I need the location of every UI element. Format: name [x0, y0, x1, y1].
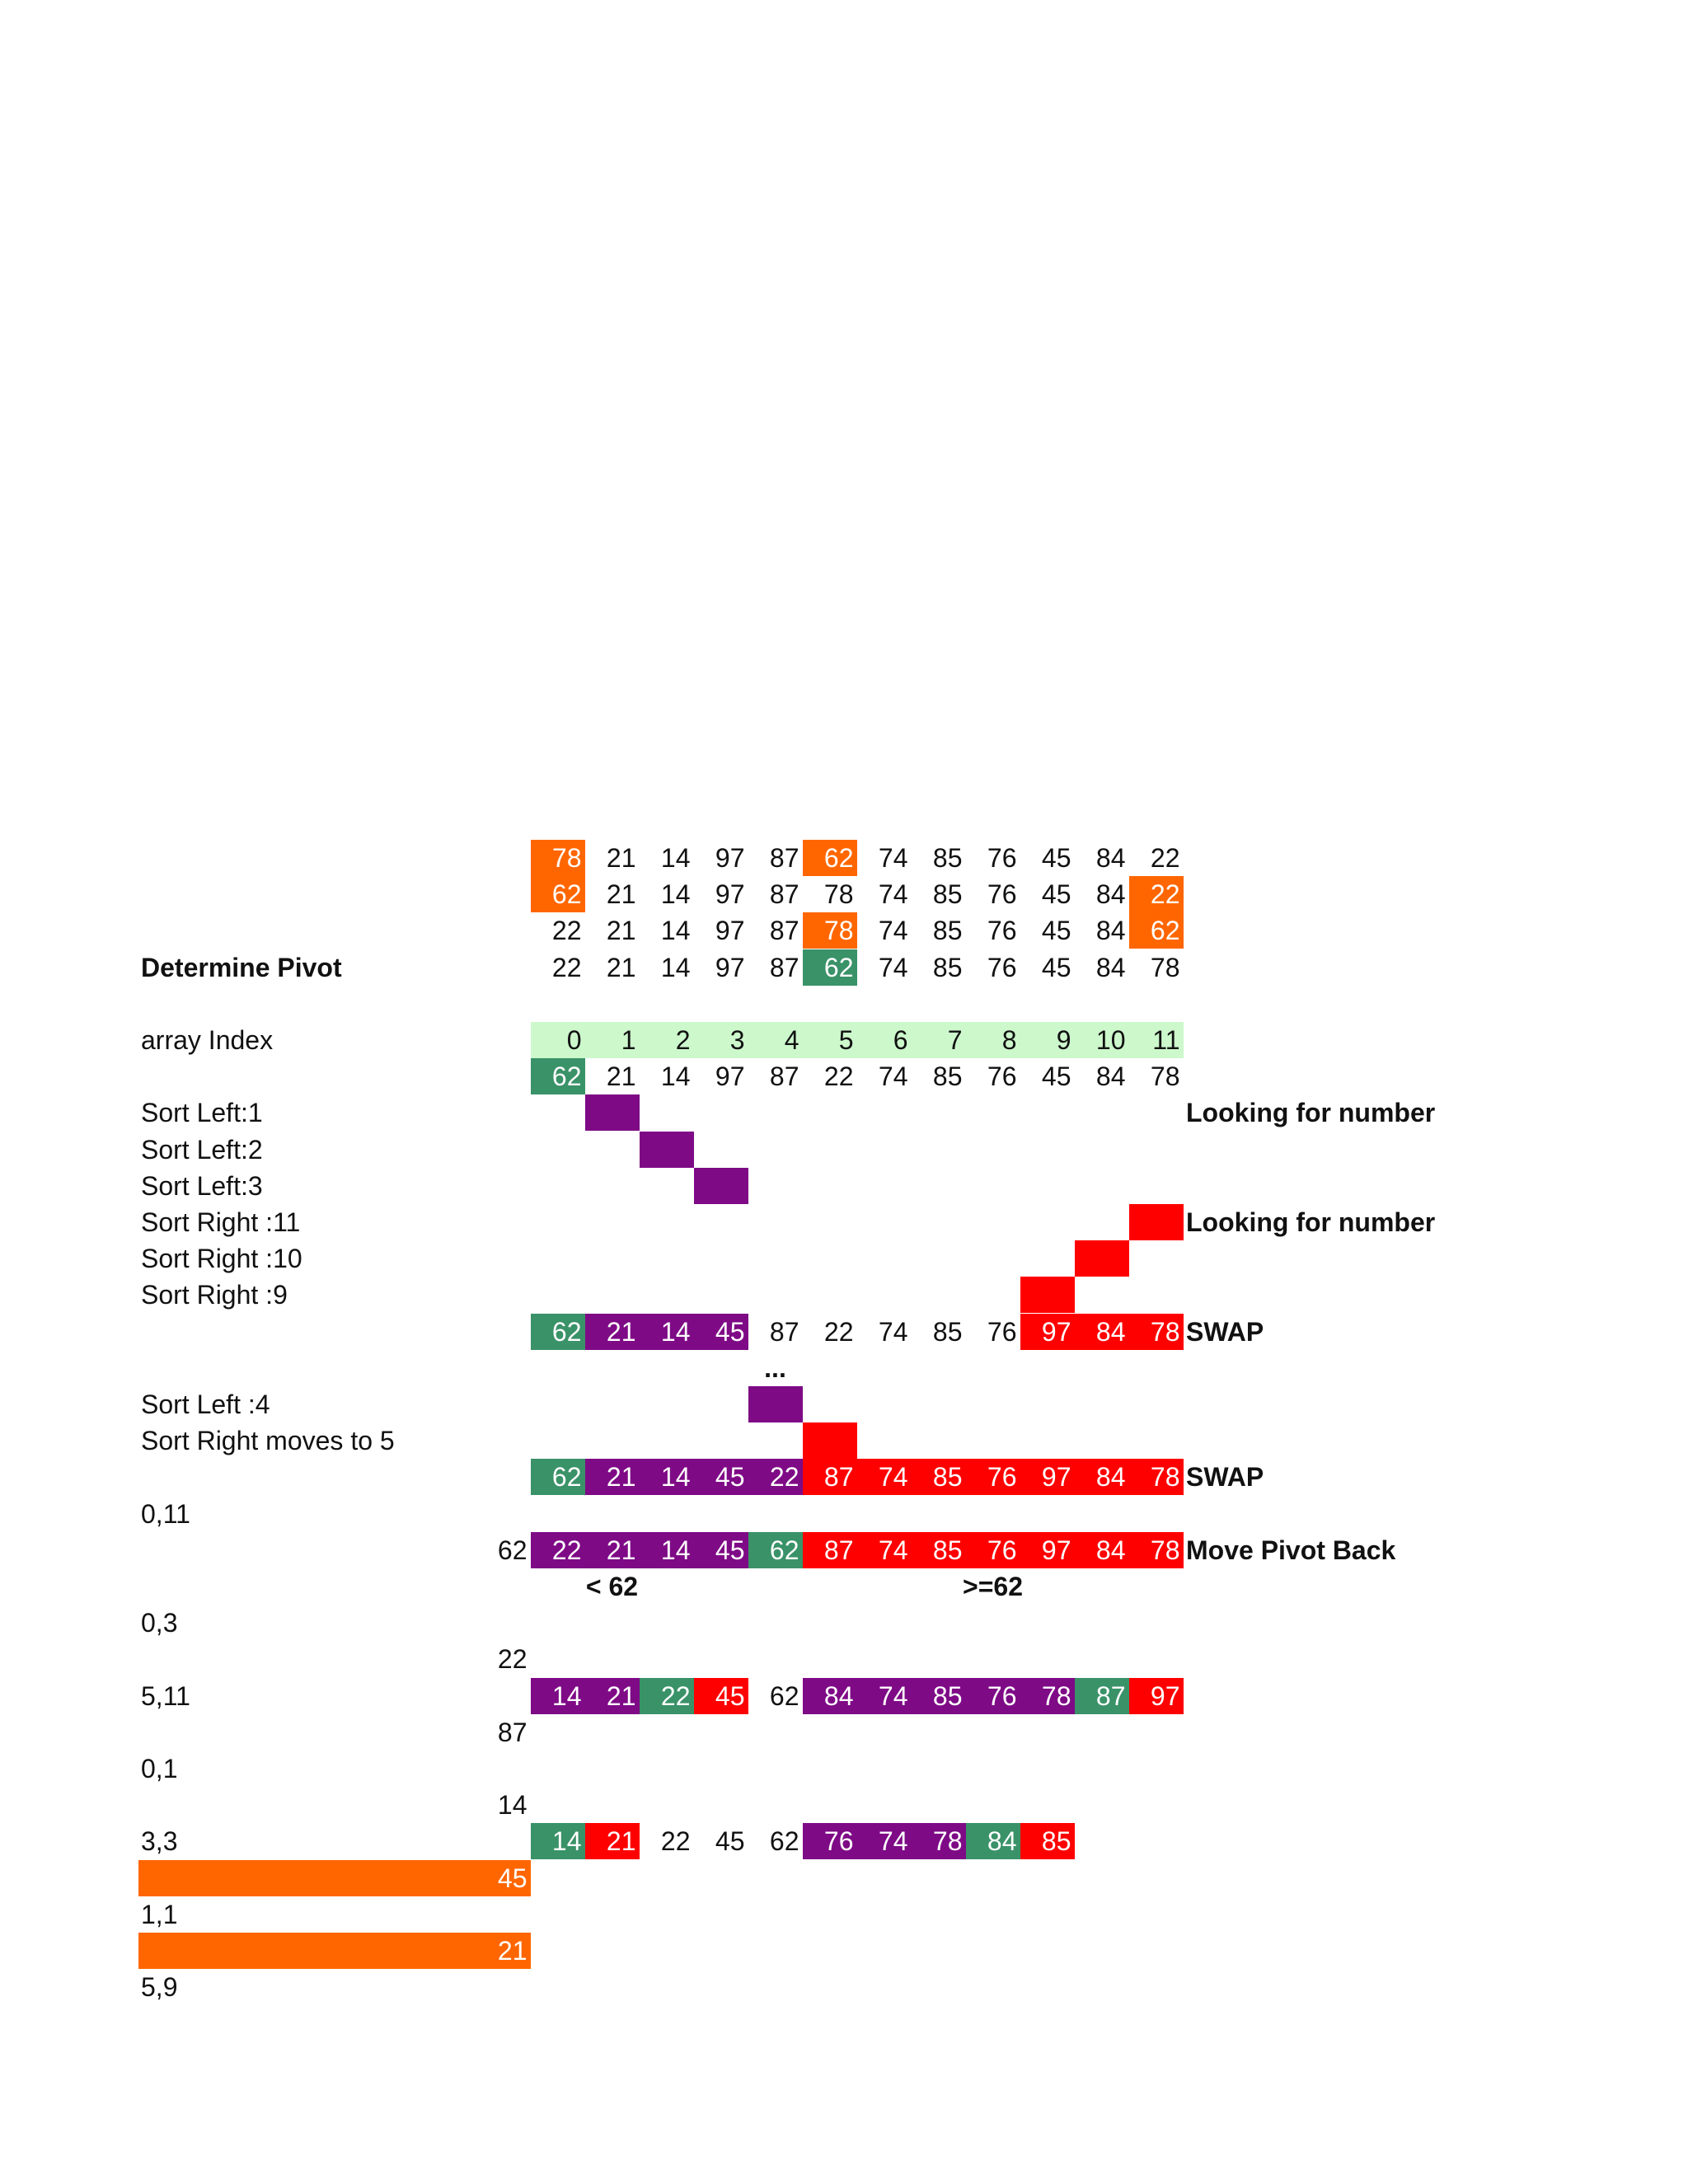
array-cell: 97	[715, 1062, 745, 1092]
step-note: Looking for number	[1186, 1098, 1436, 1128]
array-cell: 87	[803, 1532, 857, 1568]
array-cell: 76	[966, 1532, 1020, 1568]
array-cell: 22	[823, 1316, 854, 1347]
row-label: 5,9	[141, 1972, 178, 2003]
array-cell: 97	[715, 843, 745, 873]
row-label: 5,11	[141, 1680, 190, 1711]
array-cell: 14	[531, 1678, 585, 1714]
array-cell: 74	[857, 1678, 912, 1714]
array-cell: 97	[715, 916, 745, 946]
array-cell: 62	[531, 1058, 585, 1094]
row-label: Sort Right :9	[141, 1280, 288, 1310]
array-cell: 45	[694, 1314, 748, 1350]
row-label: 1,1	[141, 1899, 178, 1929]
row-label: 3,3	[141, 1826, 178, 1857]
side-value: 62	[497, 1535, 528, 1565]
array-cell: 87	[803, 1459, 857, 1495]
array-cell: 78	[1150, 952, 1180, 982]
array-cell: 62	[769, 1680, 799, 1711]
array-cell: 78	[823, 879, 854, 910]
array-cell: 85	[932, 916, 963, 946]
array-cell: 14	[531, 1823, 585, 1859]
array-cell: 21	[606, 1062, 636, 1092]
array-cell: 21	[585, 1459, 640, 1495]
array-cell: 74	[878, 1062, 908, 1092]
array-cell: 14	[640, 1459, 694, 1495]
array-cell: 85	[932, 879, 963, 910]
array-cell: 87	[769, 843, 799, 873]
array-cell: 87	[769, 952, 799, 982]
array-cell: 14	[660, 916, 691, 946]
array-cell: 78	[1129, 1532, 1184, 1568]
array-cell: 4	[748, 1022, 803, 1058]
array-cell: 85	[932, 952, 963, 982]
array-cell: 14	[640, 1532, 694, 1568]
array-cell: 14	[660, 843, 691, 873]
array-cell: 76	[987, 916, 1017, 946]
array-cell: 78	[803, 912, 857, 949]
row-label: 0,3	[141, 1608, 178, 1638]
array-cell: 21	[606, 879, 636, 910]
array-cell: 84	[1095, 879, 1126, 910]
row-label: Sort Left:2	[141, 1134, 263, 1165]
array-cell: 84	[1075, 1532, 1129, 1568]
row-label: Sort Left :4	[141, 1390, 270, 1419]
array-cell: 22	[1129, 876, 1184, 912]
array-cell: 78	[531, 840, 585, 876]
partition-label: ...	[764, 1352, 786, 1383]
array-cell: 62	[531, 1459, 585, 1495]
array-cell: 76	[966, 1678, 1020, 1714]
step-note: SWAP	[1186, 1462, 1264, 1493]
array-cell: 22	[551, 916, 582, 946]
row-label: 0,1	[141, 1754, 178, 1783]
array-cell: 14	[640, 1314, 694, 1350]
array-cell: 45	[1041, 843, 1071, 873]
array-cell: 3	[694, 1022, 748, 1058]
array-cell: 22	[660, 1826, 691, 1857]
array-cell: 14	[660, 1062, 691, 1092]
array-cell: 74	[857, 1532, 912, 1568]
array-cell: 85	[932, 1316, 963, 1347]
array-cell: 97	[1020, 1532, 1075, 1568]
array-cell	[748, 1386, 803, 1422]
array-cell: 45	[1041, 952, 1071, 982]
array-cell: 74	[878, 843, 908, 873]
array-cell: 84	[966, 1823, 1020, 1859]
array-cell: 76	[987, 879, 1017, 910]
array-cell: 76	[987, 843, 1017, 873]
array-cell: 45	[694, 1459, 748, 1495]
array-cell: 62	[803, 840, 857, 876]
array-cell: 22	[748, 1459, 803, 1495]
array-cell: 8	[966, 1022, 1020, 1058]
array-cell: 22	[1150, 843, 1180, 873]
array-cell: 85	[912, 1532, 966, 1568]
array-cell: 10	[1075, 1022, 1129, 1058]
array-cell: 45	[694, 1678, 748, 1714]
array-cell: 21	[606, 916, 636, 946]
array-cell: 0	[531, 1022, 585, 1058]
array-cell: 84	[1095, 843, 1126, 873]
row-label: Sort Left:1	[141, 1098, 263, 1128]
array-cell: 76	[987, 1062, 1017, 1092]
array-cell: 7	[912, 1022, 966, 1058]
array-cell	[585, 1094, 640, 1131]
array-cell: 6	[857, 1022, 912, 1058]
step-note: Looking for number	[1186, 1207, 1436, 1237]
row-label: array Index	[141, 1025, 274, 1055]
array-cell: 62	[531, 1314, 585, 1350]
row-label: Sort Right :11	[141, 1207, 301, 1237]
array-cell: 22	[823, 1062, 854, 1092]
array-cell: 87	[769, 916, 799, 946]
array-cell	[694, 1168, 748, 1204]
array-cell	[1129, 1204, 1184, 1240]
array-cell: 74	[857, 1459, 912, 1495]
side-value: 14	[497, 1790, 528, 1821]
array-cell: 45	[715, 1826, 745, 1857]
array-cell	[640, 1132, 694, 1168]
step-note: Move Pivot Back	[1186, 1535, 1396, 1565]
array-cell: 84	[1075, 1314, 1129, 1350]
array-cell: 21	[585, 1678, 640, 1714]
array-cell: 78	[1129, 1459, 1184, 1495]
array-cell: 11	[1129, 1022, 1184, 1058]
array-cell: 97	[1129, 1678, 1184, 1714]
array-cell: 85	[1020, 1823, 1075, 1859]
row-label: Sort Right :10	[141, 1244, 302, 1274]
array-cell: 84	[1095, 1062, 1126, 1092]
array-cell: 22	[640, 1678, 694, 1714]
side-value: 87	[497, 1717, 528, 1747]
array-cell: 21	[606, 843, 636, 873]
array-cell: 74	[878, 952, 908, 982]
array-cell: 78	[912, 1823, 966, 1859]
array-cell: 85	[932, 843, 963, 873]
array-cell: 22	[551, 952, 582, 982]
step-note: SWAP	[1186, 1316, 1264, 1347]
array-cell: 97	[715, 952, 745, 982]
partition-label: >=62	[963, 1572, 1023, 1601]
row-label: Determine Pivot	[141, 952, 342, 982]
array-cell: 21	[606, 952, 636, 982]
side-value: 22	[497, 1644, 528, 1675]
array-cell: 97	[715, 879, 745, 910]
array-cell: 76	[987, 952, 1017, 982]
array-cell: 62	[769, 1826, 799, 1857]
array-cell: 14	[660, 952, 691, 982]
array-cell: 84	[803, 1678, 857, 1714]
array-cell: 84	[1095, 952, 1126, 982]
array-cell: 87	[769, 1062, 799, 1092]
array-cell: 85	[932, 1062, 963, 1092]
array-cell: 62	[1129, 912, 1184, 949]
array-cell: 14	[660, 879, 691, 910]
array-cell: 76	[966, 1459, 1020, 1495]
array-cell: 5	[803, 1022, 857, 1058]
highlight-bar: 21	[138, 1933, 531, 1969]
partition-label: < 62	[585, 1572, 639, 1601]
array-cell: 84	[1075, 1459, 1129, 1495]
array-cell: 74	[878, 879, 908, 910]
array-cell: 74	[878, 1316, 908, 1347]
array-cell: 87	[769, 1316, 799, 1347]
array-cell: 9	[1020, 1022, 1075, 1058]
array-cell: 62	[748, 1532, 803, 1568]
array-cell	[1075, 1240, 1129, 1277]
array-cell: 84	[1095, 916, 1126, 946]
array-cell: 78	[1020, 1678, 1075, 1714]
array-cell: 76	[987, 1316, 1017, 1347]
array-cell: 21	[585, 1532, 640, 1568]
array-cell: 45	[1041, 879, 1071, 910]
array-cell: 78	[1129, 1314, 1184, 1350]
array-cell: 21	[585, 1314, 640, 1350]
array-cell: 62	[531, 876, 585, 912]
array-cell: 87	[1075, 1678, 1129, 1714]
array-cell	[1020, 1277, 1075, 1313]
array-cell: 1	[585, 1022, 640, 1058]
row-label: 0,11	[141, 1498, 190, 1529]
array-cell: 2	[640, 1022, 694, 1058]
array-cell: 76	[803, 1823, 857, 1859]
array-cell: 85	[912, 1459, 966, 1495]
array-cell: 45	[1041, 1062, 1071, 1092]
row-label: Sort Right moves to 5	[141, 1426, 395, 1456]
array-cell: 45	[1041, 916, 1071, 946]
array-cell: 78	[1150, 1062, 1180, 1092]
array-cell: 45	[694, 1532, 748, 1568]
array-cell: 87	[769, 879, 799, 910]
array-cell: 97	[1020, 1459, 1075, 1495]
array-cell: 85	[912, 1678, 966, 1714]
row-label: Sort Left:3	[141, 1170, 263, 1201]
array-cell: 74	[857, 1823, 912, 1859]
array-cell: 74	[878, 916, 908, 946]
array-cell: 22	[531, 1532, 585, 1568]
array-cell: 97	[1020, 1314, 1075, 1350]
array-cell	[803, 1422, 857, 1459]
array-cell: 21	[585, 1823, 640, 1859]
highlight-bar: 45	[138, 1860, 531, 1896]
array-cell: 62	[803, 949, 857, 986]
